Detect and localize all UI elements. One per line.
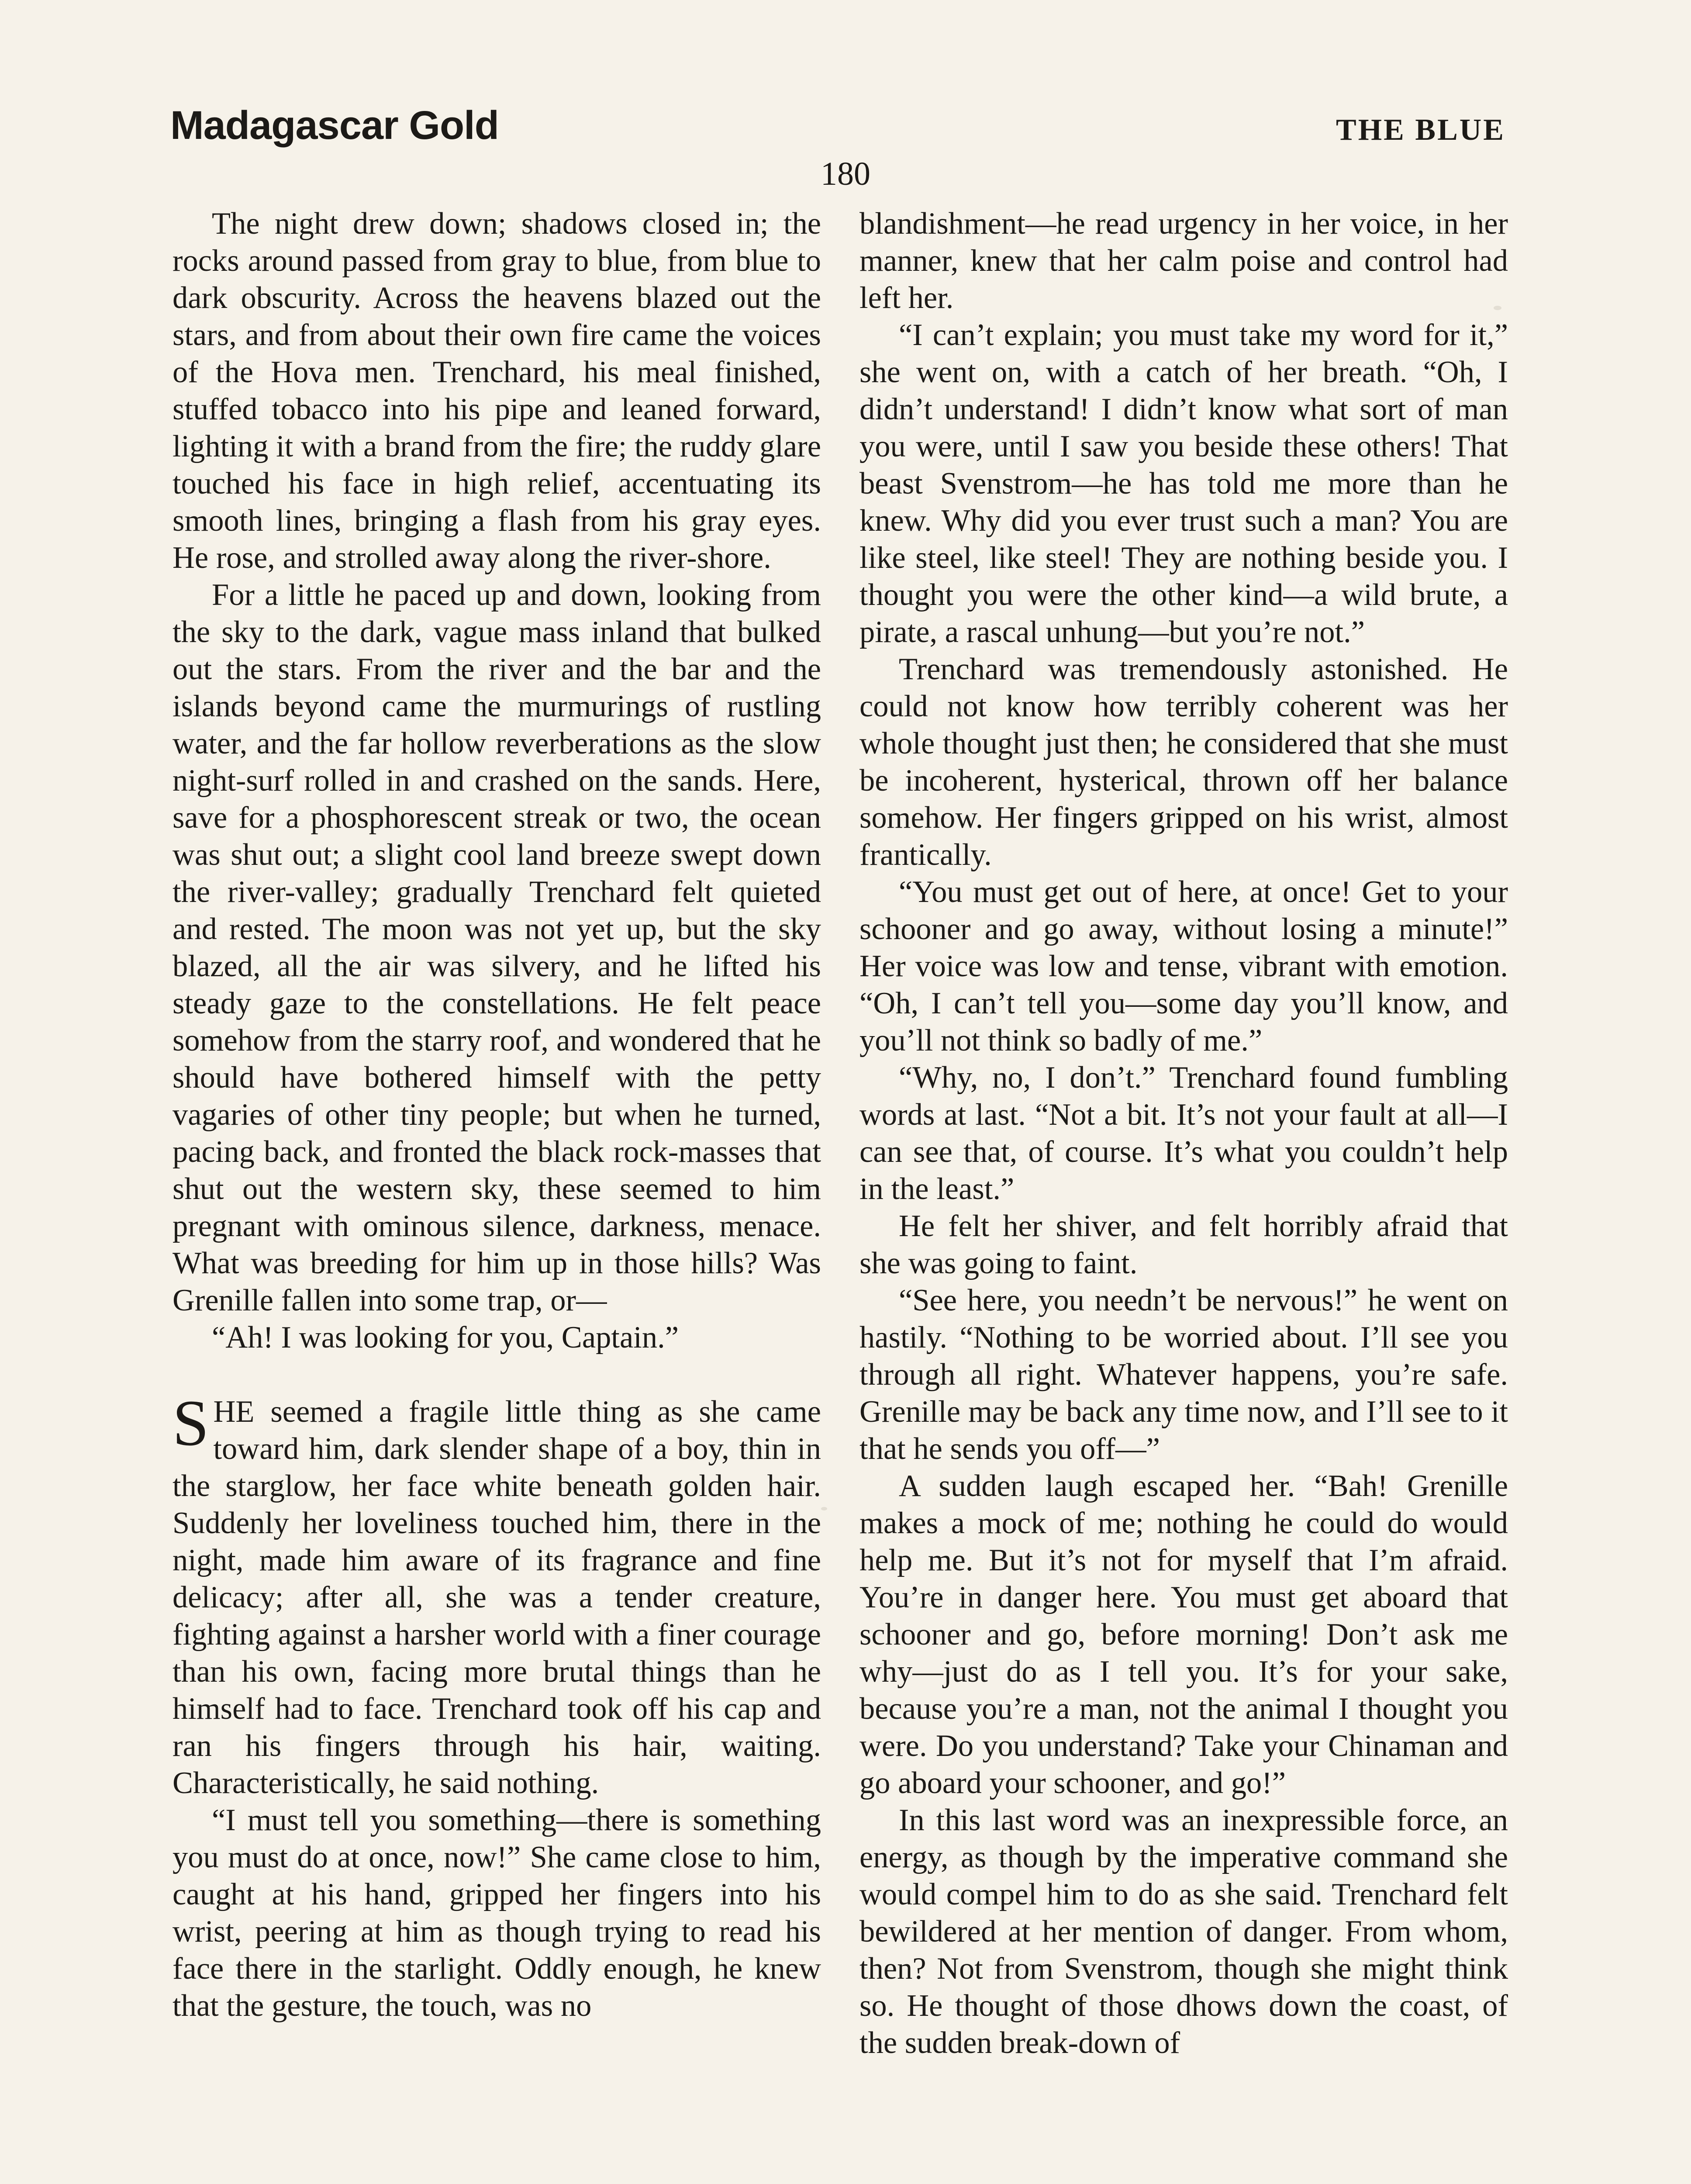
paragraph-continued: blandishment—he read urgency in her voice, in her manner, knew that her calm poise and control had left her. [859, 207, 1508, 315]
paragraph: “Why, no, I don’t.” Trenchard found fumbling words at last. “Not a bit. It’s not your fault at all—I can see that, of course. It’s what you couldn’t help in the least.” [859, 1061, 1508, 1206]
paragraph: “I must tell you something—there is something you must do at once, now!” She came close to him, caught at his hand, gripped her fingers into his wrist, peering at him as though trying to read his face there in the starlight. Oddly enough, he knew that the gesture, the touch, was no [173, 1803, 821, 2023]
section-opening-paragraph [173, 1387, 821, 1802]
left-column [173, 205, 821, 2025]
magazine-name: THE BLUE [1336, 113, 1505, 147]
paragraph: The night drew down; shadows closed in; the rocks around passed from gray to blue, from blue to dark obscurity. Across the heavens blazed out the stars, and from about their own fire came the voices of the Hova men. Trenchard, his meal finished, stuffed tobacco into his pipe and leaned forward, lighting it with a brand from the fire; the ruddy glare touched his face in high relief, accentuating its smooth lines, bringing a flash from his gray eyes. He rose, and strolled away along the river-shore. [173, 207, 821, 575]
paragraph: For a little he paced up and down, looking from the sky to the dark, vague mass inland that bulked out the stars. From the river and the bar and the islands beyond came the murmurings of rustling water, and the far hollow reverberations as the slow night-surf rolled in and crashed on the sands. Here, save for a phosphorescent streak or two, the ocean was shut out; a slight cool land breeze swept down the river-valley; gradually Trenchard felt quieted and rested. The moon was not yet up, but the sky blazed, all the air was silvery, and he lifted his steady gaze to the constellations. He felt peace somehow from the starry roof, and wondered that he should have bothered himself with the petty vagaries of other tiny people; but when he turned, pacing back, and fronted the black rock-masses that shut out the western sky, these seemed to him pregnant with ominous silence, darkness, menace. What was breeding for him up in those hills? Was Grenille fallen into some trap, or— [173, 578, 821, 1317]
paragraph: In this last word was an inexpressible force, an energy, as though by the imperative command she would compel him to do as she said. Trenchard felt bewildered at her mention of danger. From whom, then? Not from Svenstrom, though she might think so. He thought of those dhows down the coast, of the sudden break-down of [859, 1803, 1508, 2060]
paragraph: A sudden laugh escaped her. “Bah! Grenille makes a mock of me; nothing he could do would help me. But it’s not for myself that I’m afraid. You’re in danger here. You must get aboard that schooner and go, before morning! Don’t ask me why—just do as I tell you. It’s for your sake, because you’re a man, not the animal I thought you were. Do you understand? Take your Chinaman and go aboard your schooner, and go!” [859, 1469, 1508, 1800]
paper-speck [1494, 306, 1501, 310]
paper-speck [821, 1507, 827, 1510]
paragraph: “You must get out of here, at once! Get to your schooner and go away, without losing a minute!” Her voice was low and tense, vibrant with emotion. “Oh, I can’t tell you—some day you’ll know, and you’ll not think so badly of me.” [859, 875, 1508, 1057]
paragraph: “I can’t explain; you must take my word for it,” she went on, with a catch of her breath. “Oh, I didn’t understand! I didn’t know what sort of man you were, until I saw you beside these others! That beast Svenstrom—he has told me more than he knew. Why did you ever trust such a man? You are like steel, like steel! They are nothing beside you. I thought you were the other kind—a wild brute, a pirate, a rascal unhung—but you’re not.” [859, 318, 1508, 649]
paragraph-text: HE seemed a fragile little thing as she came toward him, dark slender shape of a boy, thin in the starglow, her face white beneath golden hair. Suddenly her loveliness touched him, there in the night, made him aware of its fragrance and fine delicacy; after all, she was a tender creature, fighting against a harsher world with a finer courage than his own, facing more brutal things than he himself had to face. Trenchard took off his cap and ran his fingers through his hair, waiting. Characteristically, he said nothing. [173, 1395, 821, 1800]
paragraph: “See here, you needn’t be nervous!” he went on hastily. “Nothing to be worried about. I’ll see you through all right. Whatever happens, you’re safe. Grenille may be back any time now, and I’ll see to it that he sends you off—” [859, 1283, 1508, 1466]
drop-cap: S [173, 1387, 209, 1459]
page-number: 180 [821, 156, 870, 192]
paragraph: “Ah! I was looking for you, Captain.” [212, 1320, 679, 1355]
story-title: Madagascar Gold [170, 103, 499, 148]
right-column [859, 205, 1508, 2062]
paragraph: He felt her shiver, and felt horribly afraid that she was going to faint. [859, 1209, 1508, 1280]
paragraph: Trenchard was tremendously astonished. He could not know how terribly coherent was her whole thought just then; he considered that she must be incoherent, hysterical, thrown off her balance somehow. Her fingers gripped on his wrist, almost frantically. [859, 652, 1508, 872]
